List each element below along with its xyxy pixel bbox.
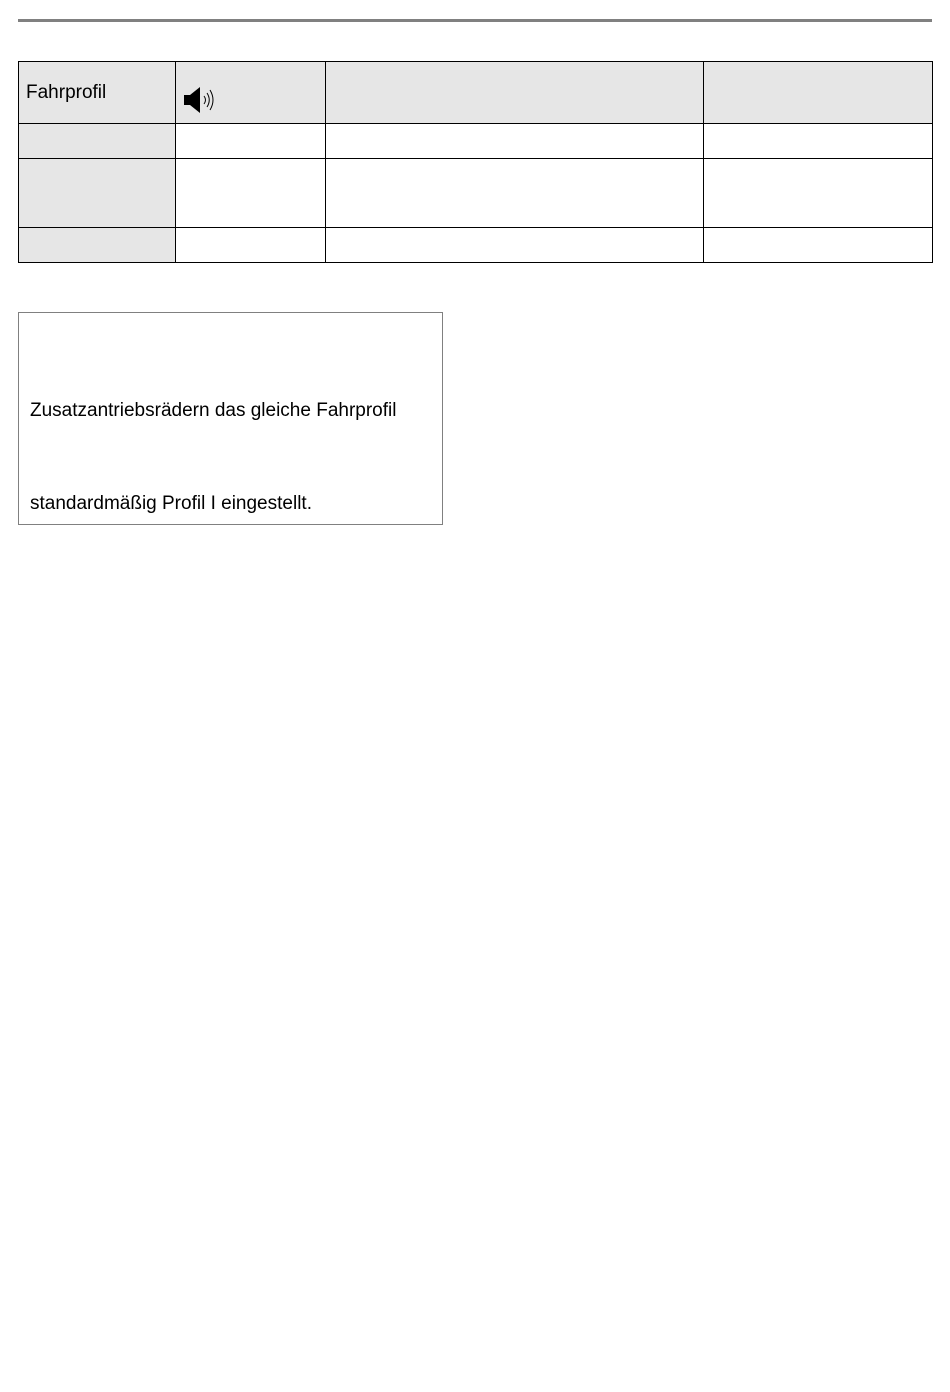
note-box	[18, 312, 443, 525]
table-cell	[176, 228, 326, 263]
table-cell	[326, 228, 704, 263]
speaker-icon	[183, 86, 217, 120]
table-row	[19, 159, 933, 228]
table-cell	[704, 228, 933, 263]
table-cell	[704, 124, 933, 159]
note-text-line: standardmäßig Profil I eingestellt.	[30, 493, 312, 514]
table-cell	[326, 159, 704, 228]
row-label	[19, 124, 176, 159]
table-row	[19, 228, 933, 263]
header-cell-4	[704, 62, 933, 124]
driving-profile-table	[18, 61, 933, 263]
table-cell	[176, 124, 326, 159]
header-cell-sound	[176, 62, 326, 124]
table-row	[19, 124, 933, 159]
top-divider	[18, 19, 932, 22]
table-cell	[326, 124, 704, 159]
header-cell-3	[326, 62, 704, 124]
table-header-row	[19, 62, 933, 124]
table-cell	[704, 159, 933, 228]
table-cell	[176, 159, 326, 228]
row-label	[19, 159, 176, 228]
row-label	[19, 228, 176, 263]
header-cell-fahrprofil: Fahrprofil	[19, 62, 176, 124]
note-text-line: Zusatzantriebsrädern das gleiche Fahrprofil	[30, 400, 397, 421]
